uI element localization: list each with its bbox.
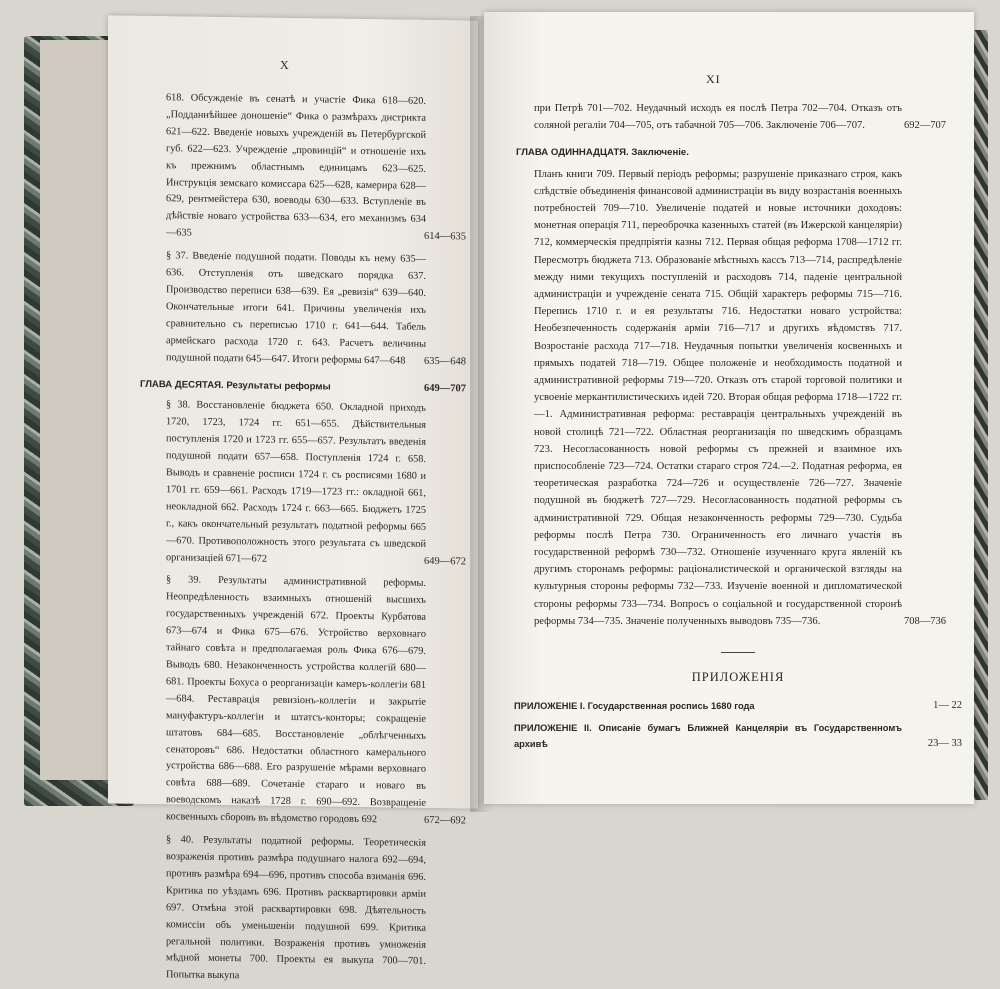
divider (721, 652, 755, 653)
toc-entry: § 39. Результаты административной реформы. Неопредѣленность взаимныхъ отношеній высшихъ государственныхъ учрежденій 672. Проекты Курбатова 673—674 и Фика 675—676. Устройство верховнаго тайнаго совѣта и предполагаемая роль Фика 676—679. Выводъ 680. Незаконченность устройства коллегій 680—681. Проекты Бохуса о реорганизаціи камеръ-коллегіи 681—684. Реставрація ревизіонъ-коллегіи и закрытіе мануфактуръ-коллегіи и штатсъ-конторы; сокращеніе штатовъ 684—685. Восстановленіе „облѣгченныхъ сенаторовъ“ 686. Недостатки областного камерального устройства 686—688. Его разрушеніе мѣрами верховнаго совѣта 688—689. Сочетаніе стараго и новаго въ воеводскомъ наказѣ 1728 г. 690—692. Возвращеніе косвенныхъ сборовъ въ вѣдомство городовъ 692 672—692 (166, 573, 466, 831)
toc-entry: 618. Обсужденіе въ сенатѣ и участіе Фика 618—620. „Подданнѣйшее доношеніе“ Фика о размѣрахъ дистрикта 621—622. Введеніе новыхъ учрежденій въ Петербургской губ. 622—623. Учрежденіе „провинцій“ и отношеніе ихъ къ прежнимъ областнымъ единицамъ 623—625. Инструкція земскаго комиссара 625—628, камерира 628—629, рентмейстера 630, воеводы 630—633. Вступленіе въ дѣйствіе новаго устройства 633—634, его механизмъ 634—635 614—635 (166, 90, 466, 246)
appendix-heading: ПРИЛОЖЕНІЯ (691, 670, 785, 685)
contents-body (140, 90, 466, 988)
toc-entry: § 38. Восстановленіе бюджета 650. Окладной приходъ 1720, 1723, 1724 гг. 651—655. Дѣйствительныя поступленія 1720 и 1723 гг. 655—657. Результатъ введенія подушной подати 657—658. Поступленія 1724 г. 658. Выводъ и сравненіе росписи 1724 г. съ росписями 1680 и 1701 гг. 659—661. Расходъ 1719—1723 гг.: окладной 661, неокладной 662. Расходъ 1724 г. 663—665. Бюджетъ 1725 г., какъ окончательный результатъ податной реформы 665—670. Противоположность этого результата съ шведской организаціей 671—672 649—672 (166, 398, 466, 571)
page-range: 649—672 (424, 555, 466, 567)
page-range: 649—707 (424, 382, 466, 394)
chapter-heading: ГЛАВА ДЕСЯТАЯ. Результаты реформы 649—707 (140, 376, 466, 397)
contents-body (514, 100, 962, 758)
right-page (484, 12, 974, 804)
toc-entry: Планъ книги 709. Первый періодъ реформы; разрушеніе приказнаго строя, какъ слѣдствіе объединенія финансовой администраціи въ виду возрастанія военныхъ потребностей 709—710. Увеличеніе податей и новые источники доходовъ: монетная операція 711, переоброчка казенныхъ статей (въ Ижерской канцеляріи) 712, коммерческія предпріятія казны 712. Первая общая реформа 1708—1712 гг. Пересмотръ бюджета 713. Образованіе мѣстныхъ кассъ 713—714, распредѣленіе между ними текущихъ поступленій и расходовъ 714, паденіе центральной администраціи и учрежденіе сената 715. Общій характеръ реформы 715—716. Перепись 1710 г. и ея результаты 716. Недостатки новаго устройства: Необезпеченность содержанія арміи 716—717 и другихъ вѣдомствъ 717. Возростаніе расхода 717—718. Неудачныя попытки увеличенія косвенныхъ и прямыхъ податей 718—719. Общее положеніе и необходимость податной и административной реформы 719—720. Отказъ отъ старой торговой политики и усвоеніе меркантилистическихъ идей 720. Вторая общая реформа 1718—1722 гг.—1. Административная реформа: реставрація центральныхъ учрежденій въ новой столицѣ 721—722. Областная реорганизація по шведскимъ образцамъ 723. Несогласованность новой реформы съ прежней и взаимное ихъ приспособленіе 723—724. Остатки стараго строя 724.—2. Податная реформа, ея теоретическая разработка 724—726 и осуществленіе 726—727. Значеніе подушной въ бюджетѣ 727—729. Несогласованность податной реформы съ административной 729. Общая незаконченность реформы 729—730. Судьба реформы послѣ Петра 730. Ограниченность его личнаго участія въ государственной реформѣ 730—732. Отношеніе изученнаго круга явленій къ другимъ сторонамъ реформы: раціоналистической и органической взгляды на культурныя стороны реформы 732—733. Изученіе военной и дипломатической стороны реформы 733—734. Вопросъ о соціальной и государственной сторонѣ реформы 734—735. Значеніе полученныхъ выводовъ 735—736. 708—736 (534, 166, 942, 630)
chapter-heading: ГЛАВА ОДИННАДЦАТЯ. Заключеніе. (516, 147, 689, 159)
toc-entry: § 37. Введеніе подушной подати. Поводы къ нему 635—636. Отступленія отъ шведскаго порядка 637. Производство переписи 638—639. Ея „ревизія“ 639—640. Окончательные итоги 641. Причины увеличенія ихъ сравнительно съ переписью 1710 г. 641—644. Табель армейскаго расхода 1720 г. 643. Расчетъ величины подушной подати 645—647. Итоги реформы 647—648 635—648 (166, 248, 466, 371)
page-range: 1— 22 (933, 700, 962, 712)
page-range: 614—635 (424, 231, 466, 243)
page-range: 635—648 (424, 355, 466, 368)
page-number: X (280, 57, 290, 72)
page-number: XI (706, 72, 721, 86)
page-range: 672—692 (424, 814, 466, 827)
toc-entry: § 40. Результаты податной реформы. Теоретическія возраженія противъ размѣра подушнаго налога 692—694, противъ размѣра 694—696, противъ способа взиманія 696. Критика по уѣздамъ 696. Противъ расквартировки арміи 697. Отмѣна этой расквартировки 698. Дѣятельность комиссіи объ уменьшеніи подушной 699. Критика регальной политики. Возраженія противъ умноженія мѣдной монеты 700. Проекты ея выкупа 700—701. Попытка выкупа (166, 834, 426, 982)
appendix-entry: ПРИЛОЖЕНІЕ II. Описаніе бумагъ Ближней Канцеляріи въ Государственномъ архивѣ 23— 33 (514, 720, 942, 752)
toc-entry: при Петрѣ 701—702. Неудачный исходъ ея послѣ Петра 702—704. Отказъ отъ соляной регаліи 704—705, отъ табачной 705—706. Заключеніе 706—707. 692—707 (534, 100, 942, 134)
page-range: 692—707 (904, 120, 946, 132)
page-range: 708—736 (904, 615, 946, 627)
page-range: 23— 33 (927, 738, 962, 750)
left-page (108, 15, 478, 982)
appendix-entry: ПРИЛОЖЕНІЕ I. Государственная роспись 1680 года 1— 22 (514, 698, 942, 714)
